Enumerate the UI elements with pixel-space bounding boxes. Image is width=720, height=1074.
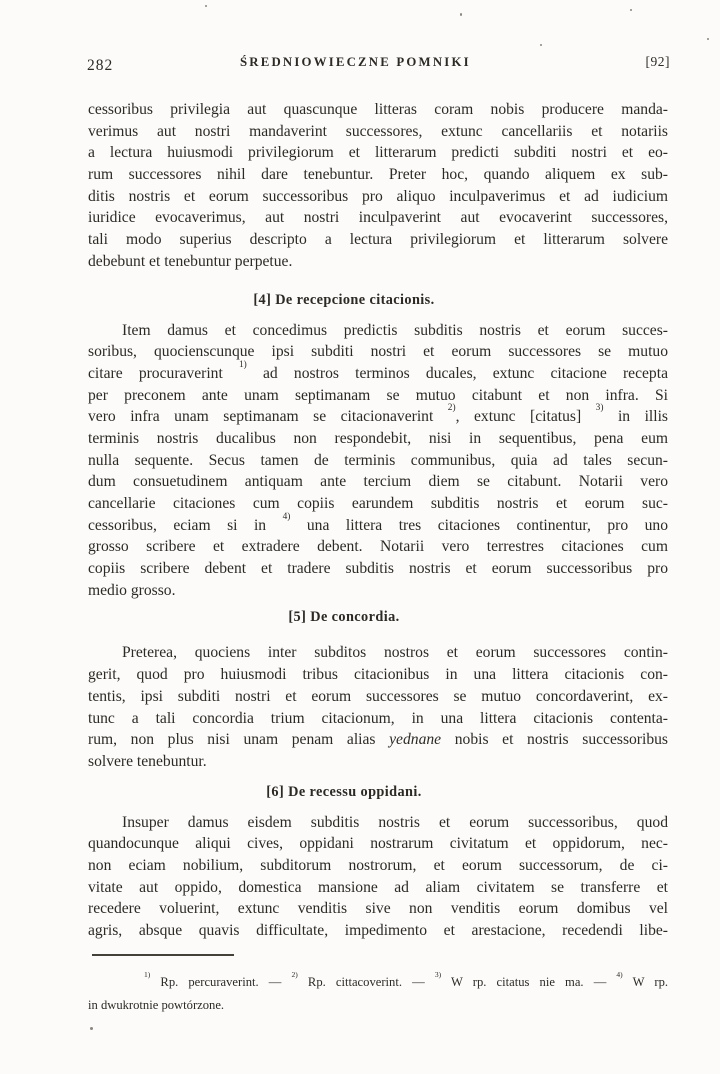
- text-line: vero infra unam septimanam se citacionaverint $^{2)}$, extunc [citatus] $^{3)}$ in illis: [88, 403, 668, 426]
- text-line: a lectura huiusmodi privilegiorum et litterarum predicti subditi nostri et eo-: [88, 144, 668, 162]
- text-line: rum successores nihil dare tenebuntur. Preter hoc, quando aliquem ex sub-: [88, 166, 668, 184]
- vernacular-term: yednane: [389, 731, 442, 749]
- running-header: [0, 0, 720, 80]
- text-line: rum, non plus nisi unam penam alias yednane nobis et nostris successoribus: [88, 731, 668, 749]
- column-number: [92]: [645, 54, 670, 69]
- footnote-ref: 1): [239, 360, 247, 371]
- text-line: agris, absque quavis difficultate, impedimento et arestacione, recedendi libe-: [88, 922, 668, 939]
- text-line: iuridice evocaverimus, aut nostri inculpaverint aut evocaverint successores,: [88, 209, 668, 227]
- footnote-ref: 2): [447, 403, 456, 414]
- text-line: tentis, ipsi subditi nostri et eorum successores se mutuo concordaverint, ex-: [88, 687, 668, 705]
- text-line: dum consuetudinem antiquam ante tercium diem se citabunt. Notarii vero: [88, 473, 668, 491]
- text-line: nulla sequente. Secus tamen de terminis communibus, quia ad tales secun-: [88, 451, 668, 469]
- text-line: per preconem ante unam septimanam se mutuo citabunt et non infra. Si: [88, 386, 668, 404]
- footnote-ref: 4): [282, 511, 291, 522]
- page-number: 282: [87, 57, 114, 74]
- text-line: soribus, quocienscunque ipsi subditi nostri et eorum successores se mutuo: [88, 343, 668, 361]
- section-heading: [5] De concordia.: [288, 609, 400, 626]
- scan-speck: [630, 9, 632, 11]
- section-heading: [6] De recessu oppidani.: [266, 783, 422, 800]
- footnote-line: $^{1)}$ Rp. percuraverint. — $^{2)}$ Rp. cittacoverint. — $^{3)}$ W rp. citatus nie ma. — $^{4)}$ W rp.: [144, 969, 669, 989]
- text-line: medio grosso.: [88, 581, 176, 599]
- body-paragraph: [88, 642, 668, 772]
- text-line: cessoribus, eciam si in $^{4)}$ una littera tres citaciones continentur, pro uno: [88, 511, 668, 534]
- text-line: non eciam nobilium, subditorum nostrorum, et eorum successorum, de ci-: [88, 856, 668, 874]
- text-line: citare procuraverint $^{1)}$ ad nostros terminos ducales, extunc citacione recepta: [88, 360, 668, 382]
- text-line: tunc a tali concordia trium citacionum, in una littera citacionis contenta-: [88, 709, 668, 727]
- scan-speck: [707, 38, 709, 40]
- text-line: ditis nostris et eorum successoribus pro aliquo inculpaverimus et ad iudicium: [88, 187, 668, 205]
- text-line: verimus aut nostri mandaverint successores, extunc cancellariis et notariis: [88, 122, 668, 140]
- footnote-ref: 1): [144, 969, 151, 979]
- running-title: ŚREDNIOWIECZNE POMNIKI: [239, 55, 471, 69]
- text-line: Item damus et concedimus predictis subditis nostris et eorum succes-: [122, 321, 668, 339]
- scan-speck: [460, 13, 462, 16]
- text-line: vitate aut oppido, domestica mansione ad aliam civitatem se transferre et: [88, 878, 668, 896]
- footnote-ref: 2): [291, 969, 298, 979]
- text-line: Preterea, quociens inter subditos nostros et eorum successores contin-: [122, 644, 668, 662]
- scan-speck: [205, 5, 207, 7]
- footnote-separator: [92, 954, 234, 956]
- text-column: [88, 99, 668, 1017]
- section-heading: [4] De recepcione citacionis.: [253, 291, 435, 308]
- text-line: recedere voluerint, extunc venditis sive non venditis eorum domibus vel: [88, 900, 668, 918]
- scan-speck: [540, 44, 542, 46]
- footnote-ref: 4): [616, 969, 623, 979]
- text-line: debebunt et tenebuntur perpetue.: [88, 252, 293, 270]
- text-line: tali modo superius descripto a lectura privilegiorum et litterarum solvere: [88, 231, 668, 249]
- footnote-ref: 3): [595, 403, 604, 414]
- text-line: grosso scribere et extradere debent. Notarii vero terrestres citaciones cum: [88, 538, 668, 556]
- body-paragraph: [88, 99, 668, 273]
- body-paragraph: [88, 320, 668, 602]
- footnote-line: in dwukrotnie powtórzone.: [88, 997, 225, 1012]
- footnotes: [88, 971, 668, 1017]
- scan-speck: [90, 1027, 93, 1030]
- text-line: quandocunque aliqui cives, oppidani nostrarum civitatum et oppidorum, nec-: [88, 835, 668, 853]
- footnote-ref: 3): [434, 969, 442, 979]
- text-line: gerit, quod pro huiusmodi tribus citacionibus in una littera citacionis con-: [88, 666, 668, 684]
- text-line: cancellarie citaciones cum copiis earundem subditis nostris et eorum suc-: [88, 495, 668, 512]
- text-line: Insuper damus eisdem subditis nostris et eorum successoribus, quod: [122, 813, 668, 831]
- text-line: cessoribus privilegia aut quascunque litteras coram nobis producere manda-: [88, 101, 668, 118]
- text-line: copiis scribere debent et tradere subditis nostris et eorum successoribus pro: [88, 560, 668, 578]
- text-line: solvere tenebuntur.: [88, 752, 207, 770]
- text-line: terminis nostris ducalibus non respondebit, nisi in sequentibus, pena eum: [88, 429, 668, 447]
- body-paragraph: [88, 812, 668, 942]
